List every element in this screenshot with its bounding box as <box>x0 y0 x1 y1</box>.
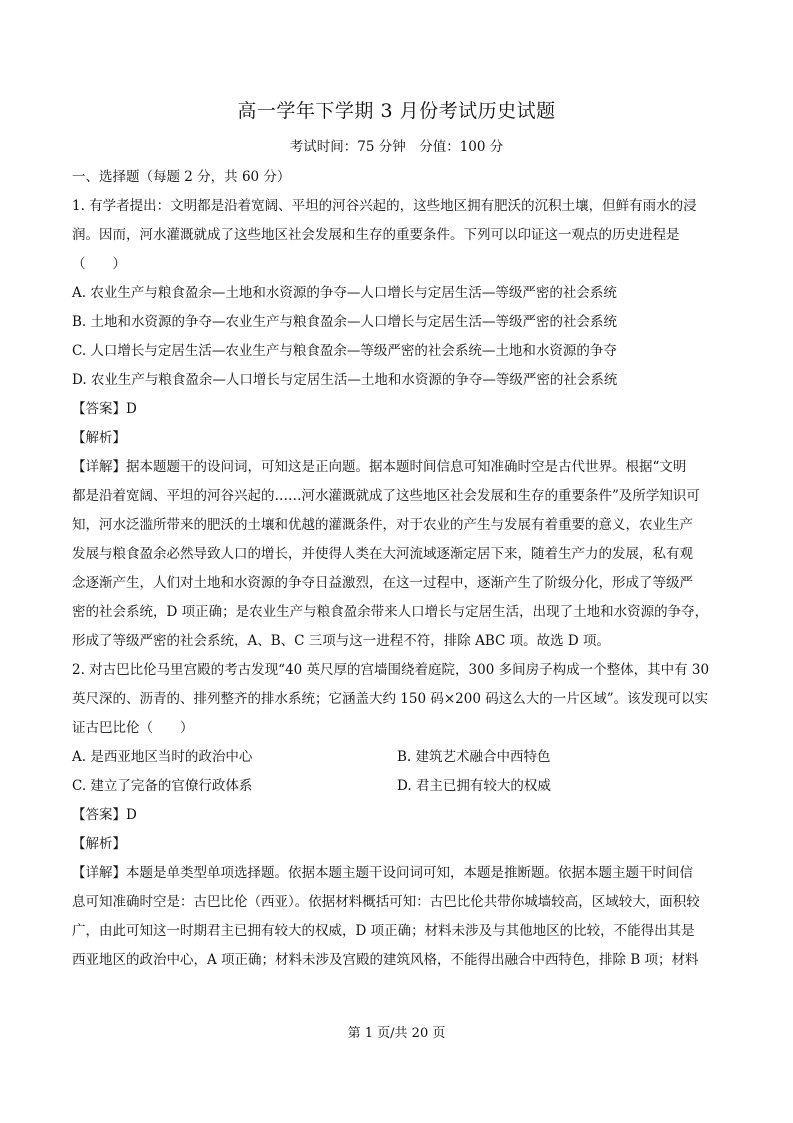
question-2-stem-line-2: 英尺深的、沥青的、排列整齐的排水系统；它涵盖大约 150 码×200 码这么大的一片区域”。该发现可以实 <box>72 691 709 707</box>
question-1-detail-line: 密的社会系统，D 项正确；是农业生产与粮食盈余带来人口增长与定居生活，出现了土地和水资源的争夺， <box>72 604 709 620</box>
question-1-option-a: A. 农业生产与粮食盈余—土地和水资源的争夺—人口增长与定居生活—等级严密的社会系统 <box>72 285 617 301</box>
question-2-detail-line: 西亚地区的政治中心，A 项正确；材料未涉及宫殿的建筑风格，不能得出融合中西特色，排除 B 项；材料 <box>72 952 699 968</box>
question-2-stem-line-3: 证古巴比伦（ ） <box>72 720 194 736</box>
question-2-analysis-label: 【解析】 <box>72 836 126 852</box>
question-1-answer: 【答案】D <box>72 401 137 417</box>
page-number: 第 1 页/共 20 页 <box>347 1026 446 1041</box>
question-1-option-b: B. 土地和水资源的争夺—农业生产与粮食盈余—人口增长与定居生活—等级严密的社会系统 <box>72 314 618 330</box>
exam-content <box>72 163 722 975</box>
question-2-options-row-1 <box>72 743 722 772</box>
question-2-option-d: D. 君主已拥有较大的权威 <box>397 778 551 794</box>
question-2-stem-line-1: 2. 对古巴比伦马里宫殿的考古发现“40 英尺厚的宫墙围绕着庭院，300 多间房子构成一个整体，其中有 30 <box>72 662 710 678</box>
question-2-option-a: A. 是西亚地区当时的政治中心 <box>72 749 253 765</box>
question-1-option-d: D. 农业生产与粮食盈余—人口增长与定居生活—土地和水资源的争夺—等级严密的社会系统 <box>72 372 618 388</box>
exam-title: 高一学年下学期 3 月份考试历史试题 <box>237 100 556 122</box>
question-1-detail-line: 【详解】据本题题干的设问词，可知这是正向题。据本题时间信息可知准确时空是古代世界。根据“文明 <box>72 459 687 475</box>
section-heading: 一、选择题（每题 2 分，共 60 分） <box>72 169 291 185</box>
question-2-options-row-2 <box>72 772 722 801</box>
question-1-option-c: C. 人口增长与定居生活—农业生产与粮食盈余—等级严密的社会系统—土地和水资源的争夺 <box>72 343 617 359</box>
question-2-detail-line: 息可知准确时空是：古巴比伦（西亚）。依据材料概括可知：古巴比伦共带你城墙较高，区域较大，面积较 <box>72 894 700 910</box>
question-1-detail-line: 念逐渐产生，人们对土地和水资源的争夺日益激烈，在这一过程中，逐渐产生了阶级分化，形成了等级严 <box>72 575 693 591</box>
question-1-detail-line: 发展与粮食盈余必然导致人口的增长，并使得人类在大河流域逐渐定居下来，随着生产力的发展，私有观 <box>72 546 693 562</box>
exam-info: 考试时间：75 分钟 分值：100 分 <box>289 139 504 155</box>
question-2-option-c: C. 建立了完备的官僚行政体系 <box>72 778 253 794</box>
question-1-detail-line: 都是沿着宽阔、平坦的河谷兴起的……河水灌溉就成了这些地区社会发展和生存的重要条件”及所学知识可 <box>72 488 700 504</box>
question-1-detail-line: 知，河水泛滥所带来的肥沃的土壤和优越的灌溉条件，对于农业的产生与发展有着重要的意义，农业生产 <box>72 517 693 533</box>
question-2-answer: 【答案】D <box>72 807 137 823</box>
question-2-detail-line: 广，由此可知这一时期君主已拥有较大的权威，D 项正确；材料未涉及与其他地区的比较，不能得出其是 <box>72 923 695 939</box>
question-2-detail-line: 【详解】本题是单类型单项选择题。依据本题主题干设问词可知，本题是推断题。依据本题主题干时间信 <box>72 865 693 881</box>
question-2-option-b: B. 建筑艺术融合中西特色 <box>397 749 551 765</box>
question-1-analysis-label: 【解析】 <box>72 430 126 446</box>
question-1-stem-line-1: 1. 有学者提出：文明都是沿着宽阔、平坦的河谷兴起的，这些地区拥有肥沃的沉积土壤，但鲜有雨水的浸 <box>72 198 697 214</box>
question-1-stem-line-2: 润。因而，河水灌溉就成了这些地区社会发展和生存的重要条件。下列可以印证这一观点的历史进程是（ ） <box>72 227 680 272</box>
question-1-detail-line: 形成了等级严密的社会系统，A、B、C 三项与这一进程不符，排除 ABC 项。故选 D 项。 <box>72 633 611 649</box>
